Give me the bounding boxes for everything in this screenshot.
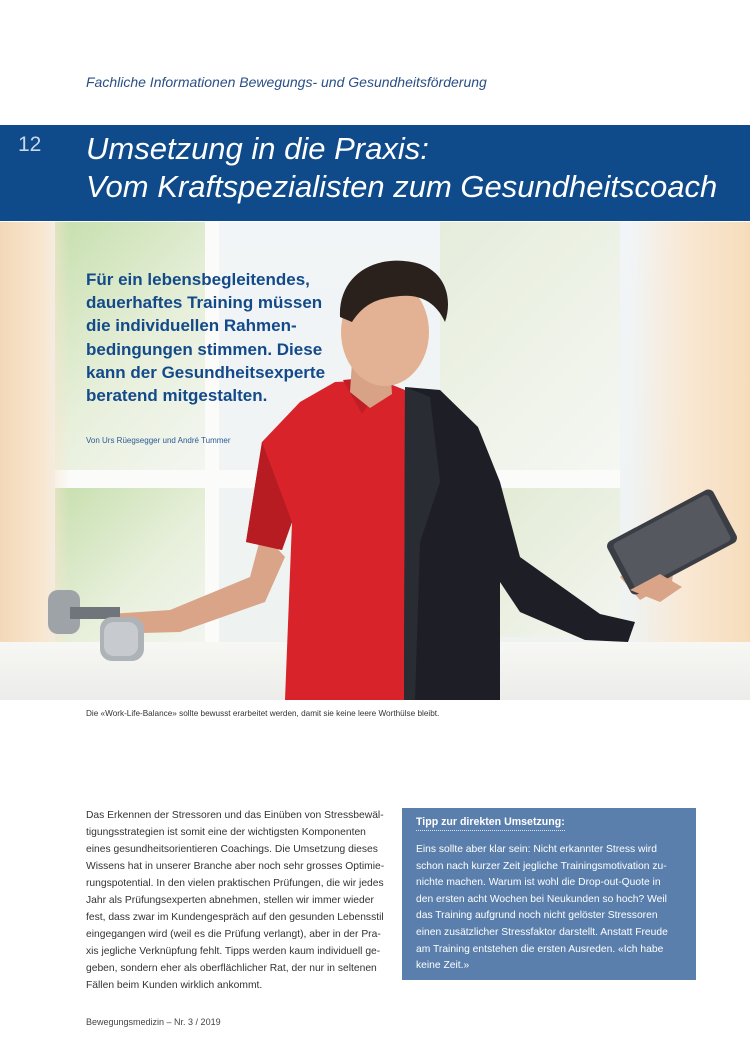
body-paragraph — [86, 807, 385, 994]
lead-paragraph — [86, 268, 326, 407]
tip-box — [402, 808, 696, 980]
byline: Von Urs Rüegsegger und André Tummer — [86, 436, 231, 445]
lead-line: kann der Gesundheitsexperte — [86, 362, 326, 382]
body-line: eingegangen wird (weil es die Prüfung verlangt), aber in der Pra- — [86, 929, 381, 940]
body-line: eines gesundheitsorientieren Coachings. Die Umsetzung dieses — [86, 844, 378, 855]
lead-line: Für ein lebensbegleitendes, — [86, 270, 310, 289]
body-line: Wissens hat in unserer Branche aber noch sehr grosses Optimie- — [86, 861, 385, 872]
image-caption: Die «Work-Life-Balance» sollte bewusst erarbeitet werden, damit sie keine leere Worthülse bleibt. — [86, 709, 440, 718]
page-number: 12 — [18, 133, 42, 156]
body-line: xis jegliche Verknüpfung fehlt. Tipps werden kaum individuell ge- — [86, 946, 381, 957]
tip-text — [416, 842, 688, 975]
body-line: fest, dass zwar im Kundengespräch auf den gesunden Lebensstil — [86, 912, 384, 923]
tip-line: den ersten acht Wochen bei Neukunden so hoch? Weil — [416, 893, 667, 905]
hero-photo — [0, 222, 750, 700]
tip-line: am Training entstehen die ersten Ausreden. «Ich habe — [416, 943, 664, 955]
tip-line: schon nach kurzer Zeit jegliche Trainingsmotivation zu- — [416, 860, 667, 872]
page-title — [86, 130, 736, 206]
dumbbell-icon — [48, 590, 144, 661]
tip-line: nichte machen. Warum ist wohl die Drop-out-Quote in — [416, 877, 661, 889]
body-line: Das Erkennen der Stressoren und das Einüben von Stressbewäl- — [86, 810, 384, 821]
body-line: Jahr als Prüfungsexperten abnehmen, stellen wir immer wieder — [86, 895, 374, 906]
body-line: rungspotential. In den vielen praktischen Prüfungen, die wir jedes — [86, 878, 384, 889]
tip-line: einen zusätzlicher Stressfaktor darstellt. Anstatt Freude — [416, 926, 668, 938]
tip-heading: Tipp zur direkten Umsetzung: — [416, 816, 565, 831]
tip-line: das Training aufgrund noch nicht gelöster Stressoren — [416, 910, 658, 922]
body-line: geben, sondern eher als oberflächlicher Rat, der nur in seltenen — [86, 963, 377, 974]
title-line: Umsetzung in die Praxis: — [86, 131, 429, 166]
body-line: Fällen beim Kunden wirklich ankommt. — [86, 980, 263, 991]
title-line: Vom Kraftspezialisten zum Gesundheitscoach — [86, 169, 718, 204]
tip-line: keine Zeit.» — [416, 960, 470, 972]
section-kicker: Fachliche Informationen Bewegungs- und Gesundheitsförderung — [86, 74, 487, 90]
lead-line: bedingungen stimmen. Diese — [86, 339, 323, 359]
footer-journal: Bewegungsmedizin – Nr. 3 / 2019 — [86, 1017, 221, 1027]
lead-line: dauerhaftes Training müssen — [86, 293, 323, 313]
lead-line: beratend mitgestalten. — [86, 386, 268, 406]
lead-line: die individuellen Rahmen- — [86, 316, 297, 336]
jacket — [404, 387, 635, 700]
body-line: tigungsstrategien ist somit eine der wichtigsten Komponenten — [86, 827, 366, 838]
tip-line: Eins sollte aber klar sein: Nicht erkannter Stress wird — [416, 844, 657, 855]
